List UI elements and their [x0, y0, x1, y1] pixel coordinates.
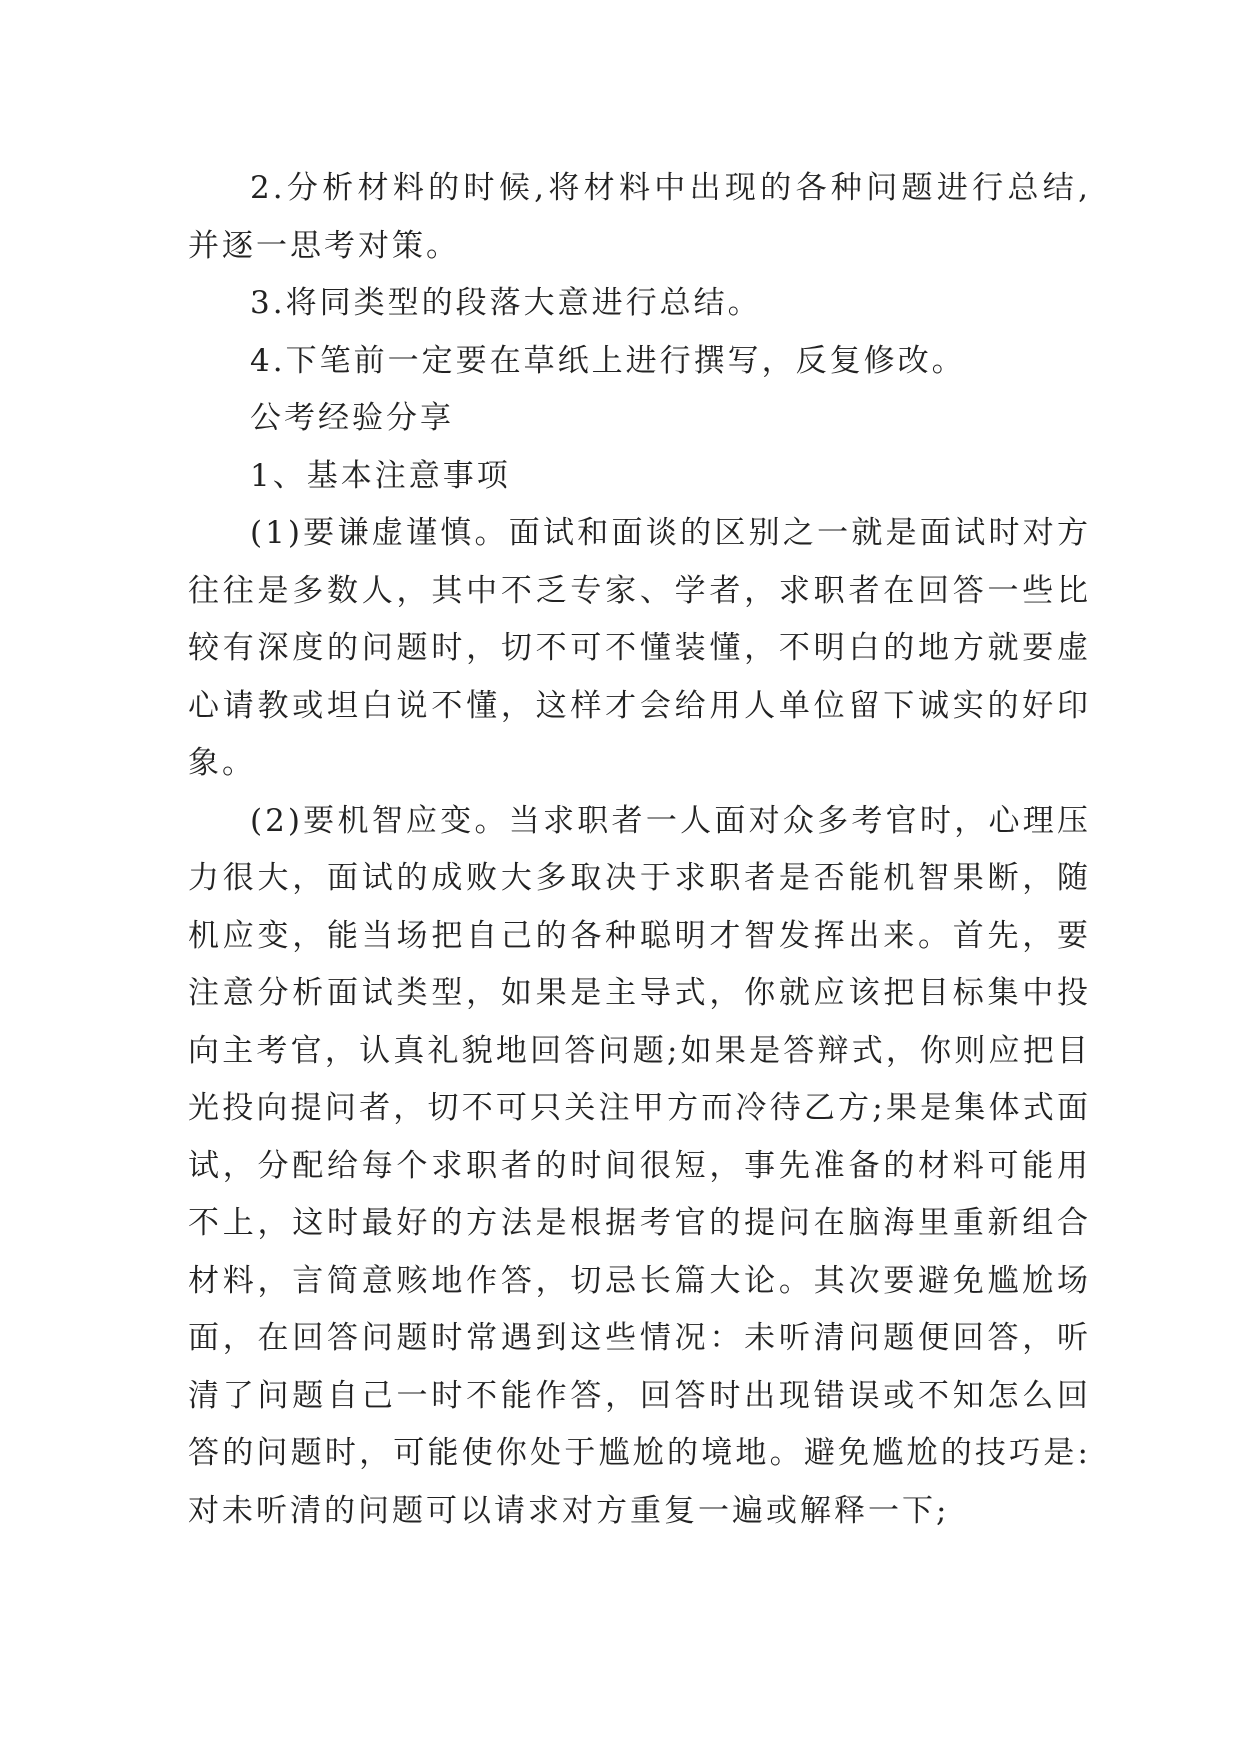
paragraph-summary-tip: 3.将同类型的段落大意进行总结。	[250, 285, 762, 321]
paragraph-modesty: (1)要谦虚谨慎。面试和面谈的区别之一就是面试时对方往往是多数人，其中不乏专家、学者，求职者在回答一些比较有深度的问题时，切不可不懂装懂，不明白的地方就要虚心请教或坦白说不懂，这样才会给用人单位留下诚实的好印象。	[188, 515, 1091, 781]
subsection-heading: 1、基本注意事项	[250, 457, 511, 494]
section-heading: 公考经验分享	[250, 400, 454, 436]
paragraph-draft-tip: 4.下笔前一定要在草纸上进行撰写，反复修改。	[250, 342, 966, 379]
paragraph-adaptability: (2)要机智应变。当求职者一人面对众多考官时，心理压力很大，面试的成败大多取决于求职者是否能机智果断，随机应变，能当场把自己的各种聪明才智发挥出来。首先，要注意分析面试类型，如果是主导式，你就应该把目标集中投向主考官，认真礼貌地回答问题;如果是答辩式，你则应把目光投向提问者，切不可只关注甲方而冷待乙方;果是集体式面试，分配给每个求职者的时间很短，事先准备的材料可能用不上，这时最好的方法是根据考官的提问在脑海里重新组合材料，言简意赅地作答，切忌长篇大论。其次要避免尴尬场面，在回答问题时常遇到这些情况：未听清问题便回答，听清了问题自己一时不能作答，回答时出现错误或不知怎么回答的问题时，可能使你处于尴尬的境地。避免尴尬的技巧是: 对未听清的问题可以请求对方重复一遍或解释一下;	[188, 802, 1091, 1529]
paragraph-analysis-tip: 2.分析材料的时候,将材料中出现的各种问题进行总结,并逐一思考对策。	[188, 170, 1091, 264]
